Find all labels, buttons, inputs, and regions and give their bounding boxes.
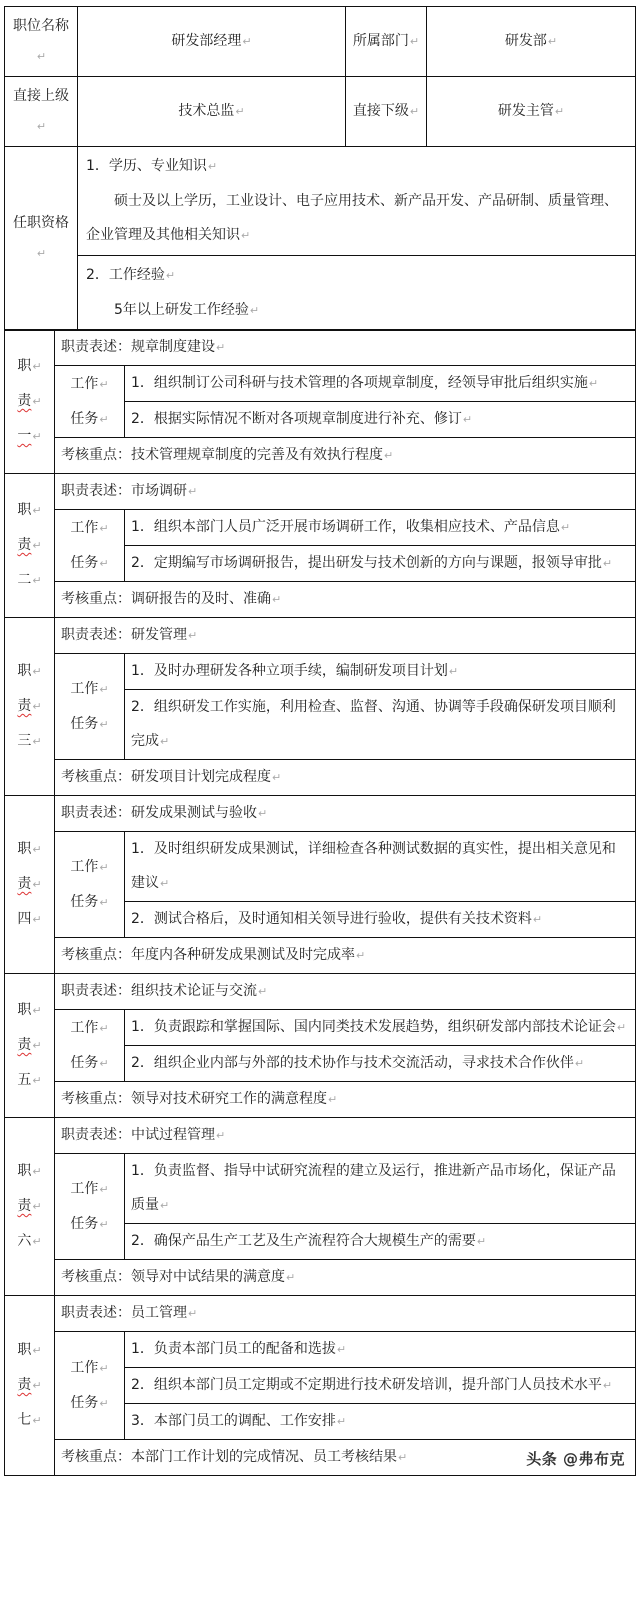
paragraph-mark-icon: ↵ (547, 35, 558, 48)
duty-description: 研发管理 (131, 627, 187, 643)
paragraph-mark-icon: ↵ (242, 35, 252, 48)
paragraph-mark-icon: ↵ (36, 120, 47, 133)
superior-label: 直接上级 (13, 88, 69, 104)
paragraph-mark-icon: ↵ (99, 895, 109, 909)
superior-value-cell (78, 77, 346, 147)
duty-numeral: 三 (17, 733, 32, 749)
description-label: 职责表述： (61, 483, 131, 499)
paragraph-mark-icon: ↵ (554, 105, 565, 118)
qualification-title (86, 149, 627, 184)
duty-kpi: 本部门工作计划的完成情况、员工考核结果 (131, 1449, 397, 1465)
paragraph-mark-icon: ↵ (32, 1165, 42, 1178)
paragraph-mark-icon: ↵ (32, 1004, 42, 1017)
text: 工作 (70, 1359, 99, 1376)
text: 2．确保产品生产工艺及生产流程符合大规模生产的需要 (131, 1233, 476, 1249)
text: 责 (17, 393, 32, 409)
duty-description-cell (55, 974, 636, 1010)
text: 2．工作经验 (86, 266, 165, 283)
paragraph-mark-icon: ↵ (32, 1039, 42, 1052)
duty-kpi-cell (55, 938, 636, 974)
task-label-cell (55, 366, 125, 438)
task-item (125, 1332, 636, 1368)
duty-kpi-row (5, 760, 636, 796)
text: 1．负责监督、指导中试研究流程的建立及运行，推进新产品市场化，保证产品质量 (131, 1163, 616, 1213)
paragraph-mark-icon: ↵ (99, 412, 109, 426)
task-item (125, 402, 636, 438)
task-item (125, 510, 636, 546)
text: 2．根据实际情况不断对各项规章制度进行补充、修订 (131, 411, 462, 427)
task-item (125, 654, 636, 690)
text: 职 (17, 1163, 32, 1179)
paragraph-mark-icon: ↵ (99, 1361, 109, 1375)
paragraph-mark-icon: ↵ (99, 521, 109, 535)
paragraph-mark-icon: ↵ (99, 682, 109, 696)
paragraph-mark-icon: ↵ (99, 717, 109, 731)
duty-description-cell (55, 1118, 636, 1154)
duty-kpi: 领导对中试结果的满意度 (131, 1269, 285, 1285)
subordinate-label: 直接下级 (352, 103, 409, 119)
text: 职 (17, 502, 32, 518)
text: 2．测试合格后，及时通知相关领导进行验收，提供有关技术资料 (131, 911, 532, 927)
qualifications-label-cell (5, 146, 78, 330)
paragraph-mark-icon: ↵ (476, 1235, 487, 1248)
paragraph-mark-icon: ↵ (188, 485, 198, 498)
department-value-cell (427, 7, 636, 77)
qualification-row-experience (5, 255, 636, 330)
paragraph-mark-icon: ↵ (36, 246, 47, 260)
duty-number-cell (5, 1118, 55, 1296)
text: 职 (17, 1002, 32, 1018)
paragraph-mark-icon: ↵ (99, 556, 109, 570)
duty-kpi: 技术管理规章制度的完善及有效执行程度 (131, 447, 383, 463)
text: 3．本部门员工的调配、工作安排 (131, 1413, 336, 1429)
paragraph-mark-icon: ↵ (286, 1271, 296, 1284)
paragraph-mark-icon: ↵ (258, 985, 268, 998)
paragraph-mark-icon: ↵ (241, 228, 251, 242)
paragraph-mark-icon: ↵ (356, 949, 366, 962)
paragraph-mark-icon: ↵ (216, 341, 226, 354)
duty-description-row (5, 1118, 636, 1154)
duty-task-row (5, 510, 636, 546)
paragraph-mark-icon: ↵ (160, 877, 170, 890)
paragraph-mark-icon: ↵ (32, 1200, 42, 1213)
position-value: 研发部经理 (171, 33, 242, 49)
header-table (4, 6, 636, 147)
description-label: 职责表述： (61, 339, 131, 355)
duty-numeral: 七 (17, 1412, 32, 1428)
kpi-label: 考核重点： (61, 591, 131, 607)
paragraph-mark-icon: ↵ (32, 1235, 42, 1248)
description-label: 职责表述： (61, 805, 131, 821)
duty-description-cell (55, 1296, 636, 1332)
description-label: 职责表述： (61, 1305, 131, 1321)
header-row-position (5, 7, 636, 77)
position-label: 职位名称 (13, 18, 69, 34)
duty-description-row (5, 474, 636, 510)
duty-description-cell (55, 618, 636, 654)
duty-task-row (5, 1010, 636, 1046)
text: 任务 (70, 1215, 99, 1232)
duty-number-cell (5, 330, 55, 474)
text: 1．组织本部门人员广泛开展市场调研工作，收集相应技术、产品信息 (131, 519, 560, 535)
duty-kpi-row (5, 582, 636, 618)
qualification-item (78, 146, 636, 255)
text: 工作 (70, 858, 99, 875)
kpi-label: 考核重点： (61, 447, 131, 463)
duty-kpi: 研发项目计划完成程度 (131, 769, 271, 785)
paragraph-mark-icon: ↵ (532, 913, 543, 926)
paragraph-mark-icon: ↵ (462, 413, 473, 426)
paragraph-mark-icon: ↵ (272, 593, 282, 606)
paragraph-mark-icon: ↵ (188, 629, 198, 642)
duty-numeral: 四 (17, 911, 32, 927)
text: 1．组织制订公司科研与技术管理的各项规章制度，经领导审批后组织实施 (131, 375, 588, 391)
position-value-cell (78, 7, 346, 77)
paragraph-mark-icon: ↵ (249, 303, 260, 317)
text: 任务 (70, 1054, 99, 1071)
duty-kpi-row (5, 438, 636, 474)
task-item (125, 832, 636, 902)
paragraph-mark-icon: ↵ (32, 1344, 42, 1357)
paragraph-mark-icon: ↵ (602, 1379, 613, 1392)
kpi-label: 考核重点： (61, 1091, 131, 1107)
text: 工作 (70, 375, 99, 392)
paragraph-mark-icon: ↵ (99, 1396, 109, 1410)
paragraph-mark-icon: ↵ (36, 50, 47, 63)
duty-description: 研发成果测试与验收 (131, 805, 257, 821)
paragraph-mark-icon: ↵ (99, 1056, 109, 1070)
duty-kpi-row (5, 1260, 636, 1296)
duty-numeral: 五 (17, 1072, 32, 1088)
text: 职 (17, 1342, 32, 1358)
paragraph-mark-icon: ↵ (32, 735, 42, 748)
paragraph-mark-icon: ↵ (235, 105, 245, 118)
text: 工作 (70, 1019, 99, 1036)
paragraph-mark-icon: ↵ (99, 1182, 109, 1196)
duty-kpi: 调研报告的及时、准确 (131, 591, 271, 607)
paragraph-mark-icon: ↵ (99, 1217, 109, 1231)
duty-numeral: 二 (17, 572, 32, 588)
duty-description: 规章制度建设 (131, 339, 215, 355)
description-label: 职责表述： (61, 1127, 131, 1143)
text: 5年以上研发工作经验 (114, 301, 249, 318)
duty-description: 员工管理 (131, 1305, 187, 1321)
description-label: 职责表述： (61, 627, 131, 643)
duty-description-row (5, 796, 636, 832)
task-item (125, 690, 636, 760)
duty-kpi-cell (55, 582, 636, 618)
duty-description: 市场调研 (131, 483, 187, 499)
task-item (125, 902, 636, 938)
text: 职 (17, 663, 32, 679)
description-label: 职责表述： (61, 983, 131, 999)
text: 责 (17, 876, 32, 892)
duty-kpi-cell (55, 1082, 636, 1118)
paragraph-mark-icon: ↵ (32, 395, 42, 408)
text: 任务 (70, 893, 99, 910)
duty-number-cell (5, 618, 55, 796)
duty-description-row (5, 1296, 636, 1332)
paragraph-mark-icon: ↵ (99, 377, 109, 391)
text: 工作 (70, 1180, 99, 1197)
paragraph-mark-icon: ↵ (32, 700, 42, 713)
text: 责 (17, 1377, 32, 1393)
paragraph-mark-icon: ↵ (32, 913, 42, 926)
text: 工作 (70, 519, 99, 536)
duty-description: 中试过程管理 (131, 1127, 215, 1143)
paragraph-mark-icon: ↵ (336, 1343, 347, 1356)
duty-kpi-cell (55, 438, 636, 474)
task-label-cell (55, 1154, 125, 1260)
duty-description: 组织技术论证与交流 (131, 983, 257, 999)
qualification-item (78, 255, 636, 330)
qualification-row-education (5, 146, 636, 255)
kpi-label: 考核重点： (61, 947, 131, 963)
text: 2．组织企业内部与外部的技术协作与技术交流活动，寻求技术合作伙伴 (131, 1055, 574, 1071)
duty-kpi-cell (55, 760, 636, 796)
subordinate-value: 研发主管 (497, 103, 554, 119)
kpi-label: 考核重点： (61, 769, 131, 785)
paragraph-mark-icon: ↵ (207, 159, 218, 173)
duty-description-cell (55, 474, 636, 510)
paragraph-mark-icon: ↵ (165, 268, 176, 282)
subordinate-label-cell (346, 77, 427, 147)
qualification-detail (86, 293, 627, 328)
paragraph-mark-icon: ↵ (160, 1199, 170, 1212)
text: 责 (17, 698, 32, 714)
paragraph-mark-icon: ↵ (32, 665, 42, 678)
qualifications-table (4, 146, 636, 331)
task-item (125, 546, 636, 582)
text: 1．及时办理研发各种立项手续，编制研发项目计划 (131, 663, 448, 679)
duty-description-cell (55, 796, 636, 832)
task-label-cell (55, 1332, 125, 1440)
text: 1．及时组织研发成果测试，详细检查各种测试数据的真实性，提出相关意见和建议 (131, 841, 616, 891)
duty-number-cell (5, 796, 55, 974)
text: 1．学历、专业知识 (86, 157, 207, 174)
duty-task-row (5, 1154, 636, 1224)
duty-numeral: 一 (17, 428, 32, 444)
duty-task-row (5, 366, 636, 402)
duties-table (4, 329, 636, 1476)
duty-description-row (5, 618, 636, 654)
paragraph-mark-icon: ↵ (616, 1021, 627, 1034)
header-row-superior (5, 77, 636, 147)
task-item (125, 1154, 636, 1224)
text: 1．负责本部门员工的配备和选拔 (131, 1341, 336, 1357)
paragraph-mark-icon: ↵ (272, 771, 282, 784)
paragraph-mark-icon: ↵ (574, 1057, 585, 1070)
duty-description-row (5, 330, 636, 366)
department-label-cell (346, 7, 427, 77)
text: 职 (17, 841, 32, 857)
text: 工作 (70, 680, 99, 697)
paragraph-mark-icon: ↵ (32, 843, 42, 856)
paragraph-mark-icon: ↵ (160, 735, 170, 748)
text: 责 (17, 1198, 32, 1214)
job-description-document (4, 6, 635, 1476)
paragraph-mark-icon: ↵ (99, 1021, 109, 1035)
duty-number-cell (5, 474, 55, 618)
department-label: 所属部门 (352, 33, 409, 49)
subordinate-value-cell (427, 77, 636, 147)
text: 任务 (70, 554, 99, 571)
text: 2．组织研发工作实施，利用检查、监督、沟通、协调等手段确保研发项目顺利完成 (131, 699, 616, 749)
paragraph-mark-icon: ↵ (588, 377, 599, 390)
duty-number-cell (5, 1296, 55, 1476)
department-value: 研发部 (504, 33, 547, 49)
paragraph-mark-icon: ↵ (32, 878, 42, 891)
text: 2．定期编写市场调研报告，提出研发与技术创新的方向与课题，报领导审批 (131, 555, 602, 571)
paragraph-mark-icon: ↵ (336, 1415, 347, 1428)
text: 1．负责跟踪和掌握国际、国内同类技术发展趋势，组织研发部内部技术论证会 (131, 1019, 616, 1035)
position-label-cell (5, 7, 78, 77)
text: 硕士及以上学历，工业设计、电子应用技术、新产品开发、产品研制、质量管理、企业管理及其他相关知识 (86, 192, 618, 243)
paragraph-mark-icon: ↵ (602, 557, 613, 570)
paragraph-mark-icon: ↵ (32, 430, 42, 443)
paragraph-mark-icon: ↵ (99, 860, 109, 874)
duty-description-row (5, 974, 636, 1010)
kpi-label: 考核重点： (61, 1449, 131, 1465)
duty-kpi: 年度内各种研发成果测试及时完成率 (131, 947, 355, 963)
watermark: 头条 @弗布克 (526, 1450, 625, 1468)
duty-task-row (5, 832, 636, 902)
paragraph-mark-icon: ↵ (328, 1093, 338, 1106)
text: 责 (17, 1037, 32, 1053)
qualification-title (86, 258, 627, 293)
qualification-detail (86, 184, 627, 253)
paragraph-mark-icon: ↵ (409, 105, 420, 118)
duty-description-cell (55, 330, 636, 366)
duty-task-row (5, 654, 636, 690)
text: 任务 (70, 410, 99, 427)
text: 职 (17, 358, 32, 374)
paragraph-mark-icon: ↵ (32, 539, 42, 552)
task-label-cell (55, 654, 125, 760)
task-label-cell (55, 1010, 125, 1082)
task-label-cell (55, 832, 125, 938)
task-item (125, 1224, 636, 1260)
text: 任务 (70, 715, 99, 732)
paragraph-mark-icon: ↵ (448, 665, 459, 678)
duty-kpi: 领导对技术研究工作的满意程度 (131, 1091, 327, 1107)
task-item (125, 1404, 636, 1440)
duty-kpi-row (5, 938, 636, 974)
task-item (125, 366, 636, 402)
paragraph-mark-icon: ↵ (188, 1307, 198, 1320)
text: 任务 (70, 1394, 99, 1411)
paragraph-mark-icon: ↵ (32, 504, 42, 517)
superior-value: 技术总监 (178, 103, 235, 119)
duty-task-row (5, 1332, 636, 1368)
task-item (125, 1046, 636, 1082)
paragraph-mark-icon: ↵ (32, 360, 42, 373)
superior-label-cell (5, 77, 78, 147)
paragraph-mark-icon: ↵ (560, 521, 571, 534)
kpi-label: 考核重点： (61, 1269, 131, 1285)
paragraph-mark-icon: ↵ (32, 1414, 42, 1427)
paragraph-mark-icon: ↵ (216, 1129, 226, 1142)
text: 2．组织本部门员工定期或不定期进行技术研发培训，提升部门人员技术水平 (131, 1377, 602, 1393)
task-item (125, 1368, 636, 1404)
duty-numeral: 六 (17, 1233, 32, 1249)
paragraph-mark-icon: ↵ (409, 35, 420, 48)
paragraph-mark-icon: ↵ (384, 449, 394, 462)
paragraph-mark-icon: ↵ (32, 1074, 42, 1087)
qualifications-label: 任职资格 (13, 214, 69, 231)
paragraph-mark-icon: ↵ (258, 807, 268, 820)
duty-kpi-row (5, 1082, 636, 1118)
task-item (125, 1010, 636, 1046)
paragraph-mark-icon: ↵ (32, 1379, 42, 1392)
paragraph-mark-icon: ↵ (398, 1451, 408, 1464)
duty-kpi-cell (55, 1260, 636, 1296)
paragraph-mark-icon: ↵ (32, 574, 42, 587)
task-label-cell (55, 510, 125, 582)
duty-number-cell (5, 974, 55, 1118)
text: 责 (17, 537, 32, 553)
